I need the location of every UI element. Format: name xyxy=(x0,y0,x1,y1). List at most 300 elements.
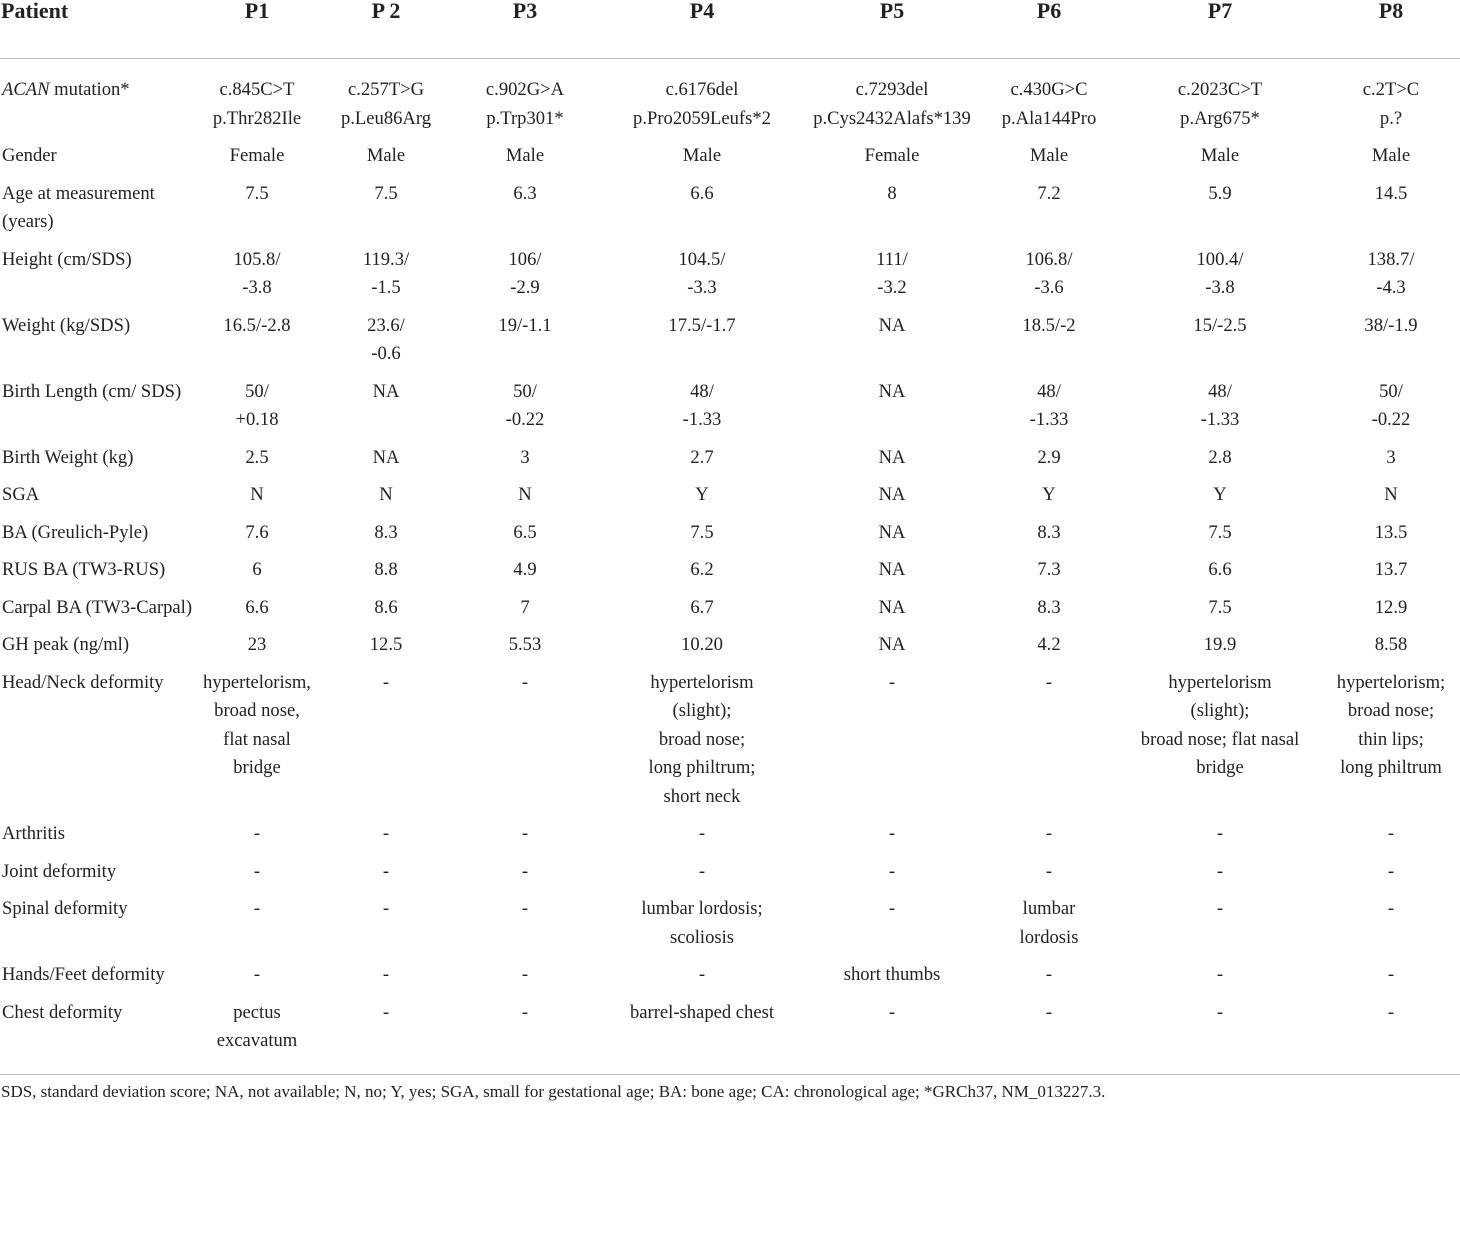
cell-line: broad nose; flat nasal xyxy=(1140,728,1300,750)
table-cell-p6 xyxy=(980,854,1118,892)
header-cell-p3: P3 xyxy=(450,0,600,59)
cell-line: p.? xyxy=(1379,107,1403,129)
cell-line: 8.3 xyxy=(1037,596,1061,618)
table-cell-p6 xyxy=(980,242,1118,308)
table-row xyxy=(0,854,1460,892)
cell-line: 7.2 xyxy=(1037,182,1061,204)
row-label-text: Age at measurement (years) xyxy=(2,182,155,232)
table-cell-p1 xyxy=(192,627,322,665)
table-row xyxy=(0,374,1460,440)
table-cell-p4 xyxy=(600,515,804,553)
table-cell-p4 xyxy=(600,138,804,176)
table-row xyxy=(0,627,1460,665)
table-cell-p3 xyxy=(450,138,600,176)
cell-line: - xyxy=(1387,1001,1395,1023)
row-label-text: Chest deformity xyxy=(2,1001,123,1023)
row-label xyxy=(0,590,192,628)
cell-line: -3.3 xyxy=(687,277,717,298)
cell-line: scoliosis xyxy=(669,926,735,948)
row-label-text: SGA xyxy=(2,484,40,505)
row-label xyxy=(0,515,192,553)
cell-line: 48/ xyxy=(1037,380,1061,402)
header-cell-p7: P7 xyxy=(1118,0,1322,59)
cell-line: 19/-1.1 xyxy=(498,314,552,336)
cell-line: 7.5 xyxy=(1208,521,1232,543)
table-cell-p5 xyxy=(804,854,980,892)
cell-line: NA xyxy=(878,380,906,402)
cell-line: NA xyxy=(878,596,906,618)
table-cell-p5 xyxy=(804,374,980,440)
cell-line: - xyxy=(521,898,529,919)
cell-line: - xyxy=(1387,860,1395,882)
cell-line: - xyxy=(382,671,390,693)
cell-line: hypertelorism xyxy=(1168,671,1272,693)
cell-line: bridge xyxy=(233,757,281,778)
table-cell-p6 xyxy=(980,477,1118,515)
table-cell-p2 xyxy=(322,590,450,628)
table-cell-p1 xyxy=(192,665,322,817)
cell-line: NA xyxy=(372,446,400,468)
cell-line: 3 xyxy=(1386,446,1396,468)
table-row xyxy=(0,477,1460,515)
row-label xyxy=(0,374,192,440)
table-cell-p5 xyxy=(804,891,980,957)
table-cell-p1 xyxy=(192,138,322,176)
table-cell-p1 xyxy=(192,590,322,628)
table-cell-p5 xyxy=(804,138,980,176)
cell-line: - xyxy=(1045,1001,1053,1023)
table-cell-p2 xyxy=(322,59,450,139)
cell-line: (slight); xyxy=(1190,700,1250,721)
cell-line: hypertelorism xyxy=(650,671,754,693)
cell-line: - xyxy=(1045,671,1053,693)
table-cell-p2 xyxy=(322,242,450,308)
table-cell-p8 xyxy=(1322,374,1460,440)
table-cell-p2 xyxy=(322,816,450,854)
table-cell-p6 xyxy=(980,665,1118,817)
cell-line: 7.6 xyxy=(245,521,269,543)
table-cell-p4 xyxy=(600,995,804,1075)
cell-line: Male xyxy=(1371,145,1411,166)
cell-line: 5.9 xyxy=(1208,182,1232,204)
row-label-text: Carpal BA (TW3-Carpal) xyxy=(2,596,193,618)
cell-line: c.2023C>T xyxy=(1177,79,1263,100)
table-cell-p4 xyxy=(600,374,804,440)
cell-line: - xyxy=(1387,823,1395,844)
cell-line: -1.33 xyxy=(1029,409,1069,430)
table-cell-p3 xyxy=(450,891,600,957)
cell-line: 138.7/ xyxy=(1367,248,1415,270)
table-row xyxy=(0,957,1460,995)
row-label xyxy=(0,138,192,176)
row-label-text: Birth Weight (kg) xyxy=(2,446,134,468)
table-cell-p8 xyxy=(1322,308,1460,374)
table-row xyxy=(0,59,1460,139)
table-cell-p5 xyxy=(804,242,980,308)
cell-line: NA xyxy=(878,521,906,543)
table-row xyxy=(0,176,1460,242)
table-cell-p1 xyxy=(192,440,322,478)
row-label xyxy=(0,308,192,374)
table-cell-p5 xyxy=(804,59,980,139)
row-label-text: Arthritis xyxy=(2,823,66,844)
cell-line: 4.2 xyxy=(1037,634,1061,655)
header-cell-p2: P 2 xyxy=(322,0,450,59)
table-row xyxy=(0,515,1460,553)
table-row xyxy=(0,995,1460,1075)
table-cell-p4 xyxy=(600,59,804,139)
row-label-text: Weight (kg/SDS) xyxy=(2,314,131,336)
cell-line: Male xyxy=(682,145,722,166)
header-cell-p4: P4 xyxy=(600,0,804,59)
table-cell-p7 xyxy=(1118,308,1322,374)
table-cell-p3 xyxy=(450,477,600,515)
cell-line: p.Pro2059Leufs*2 xyxy=(633,107,771,129)
table-cell-p7 xyxy=(1118,891,1322,957)
table-cell-p4 xyxy=(600,891,804,957)
table-cell-p3 xyxy=(450,816,600,854)
table-cell-p7 xyxy=(1118,590,1322,628)
cell-line: 50/ xyxy=(245,380,269,402)
cell-line: -3.6 xyxy=(1034,277,1064,298)
table-cell-p4 xyxy=(600,665,804,817)
cell-line: p.Arg675* xyxy=(1180,107,1260,129)
cell-line: broad nose, xyxy=(214,700,300,721)
cell-line: - xyxy=(1216,823,1224,844)
table-cell-p1 xyxy=(192,515,322,553)
cell-line: hypertelorism; xyxy=(1336,671,1446,693)
cell-line: 14.5 xyxy=(1374,182,1408,204)
cell-line: -4.3 xyxy=(1376,277,1406,298)
cell-line: lordosis xyxy=(1019,926,1079,948)
cell-line: 19.9 xyxy=(1203,634,1237,655)
table-cell-p3 xyxy=(450,308,600,374)
table-cell-p1 xyxy=(192,957,322,995)
table-cell-p3 xyxy=(450,957,600,995)
table-cell-p7 xyxy=(1118,515,1322,553)
table-cell-p3 xyxy=(450,552,600,590)
cell-line: c.430G>C xyxy=(1010,79,1088,100)
row-label-text: Height (cm/SDS) xyxy=(2,248,132,270)
table-cell-p8 xyxy=(1322,515,1460,553)
row-label-text: Joint deformity xyxy=(2,860,117,882)
table-cell-p2 xyxy=(322,957,450,995)
cell-line: - xyxy=(382,823,390,844)
table-cell-p2 xyxy=(322,552,450,590)
table-cell-p4 xyxy=(600,627,804,665)
cell-line: 119.3/ xyxy=(362,248,410,270)
table-cell-p6 xyxy=(980,816,1118,854)
table-cell-p1 xyxy=(192,891,322,957)
cell-line: 3 xyxy=(520,446,530,468)
cell-line: 6.5 xyxy=(513,521,537,543)
cell-line: c.902G>A xyxy=(485,79,565,100)
cell-line: lumbar lordosis; xyxy=(641,898,763,919)
cell-line: - xyxy=(698,964,706,985)
cell-line: (slight); xyxy=(672,700,732,721)
table-cell-p7 xyxy=(1118,242,1322,308)
table-cell-p8 xyxy=(1322,665,1460,817)
table-cell-p7 xyxy=(1118,59,1322,139)
cell-line: short neck xyxy=(663,785,741,807)
table-cell-p3 xyxy=(450,440,600,478)
cell-line: thin lips; xyxy=(1358,728,1424,750)
table-cell-p3 xyxy=(450,995,600,1075)
cell-line: - xyxy=(521,964,529,985)
table-cell-p7 xyxy=(1118,957,1322,995)
table-cell-p6 xyxy=(980,308,1118,374)
table-cell-p8 xyxy=(1322,242,1460,308)
cell-line: - xyxy=(382,964,390,985)
table-row xyxy=(0,665,1460,817)
table-cell-p3 xyxy=(450,374,600,440)
row-label-text: mutation* xyxy=(49,79,130,100)
table-cell-p8 xyxy=(1322,590,1460,628)
table-cell-p5 xyxy=(804,995,980,1075)
header-cell-p6: P6 xyxy=(980,0,1118,59)
table-cell-p3 xyxy=(450,242,600,308)
cell-line: Y xyxy=(695,484,709,505)
table-cell-p5 xyxy=(804,957,980,995)
cell-line: 8.3 xyxy=(1037,521,1061,543)
table-cell-p5 xyxy=(804,477,980,515)
cell-line: - xyxy=(521,671,529,693)
cell-line: -0.6 xyxy=(371,343,401,364)
row-label-text: RUS BA (TW3-RUS) xyxy=(2,559,166,580)
table-cell-p6 xyxy=(980,552,1118,590)
cell-line: 105.8/ xyxy=(233,248,281,270)
table-cell-p7 xyxy=(1118,440,1322,478)
cell-line: NA xyxy=(878,446,906,468)
table-cell-p2 xyxy=(322,665,450,817)
cell-line: +0.18 xyxy=(235,409,279,430)
cell-line: - xyxy=(253,964,261,985)
table-cell-p7 xyxy=(1118,374,1322,440)
table-cell-p4 xyxy=(600,957,804,995)
cell-line: 6.2 xyxy=(690,559,714,580)
cell-line: p.Cys2432Alafs*139 xyxy=(813,107,971,129)
table-cell-p7 xyxy=(1118,138,1322,176)
table-cell-p5 xyxy=(804,440,980,478)
table-cell-p2 xyxy=(322,440,450,478)
table-cell-p7 xyxy=(1118,665,1322,817)
cell-line: -2.9 xyxy=(510,277,540,298)
table-cell-p1 xyxy=(192,995,322,1075)
table-cell-p6 xyxy=(980,176,1118,242)
cell-line: NA xyxy=(878,634,906,655)
table-cell-p1 xyxy=(192,552,322,590)
cell-line: pectus xyxy=(233,1001,281,1023)
cell-line: Male xyxy=(366,145,406,166)
table-cell-p5 xyxy=(804,665,980,817)
table-cell-p6 xyxy=(980,59,1118,139)
cell-line: NA xyxy=(372,380,400,402)
cell-line: c.6176del xyxy=(665,79,739,100)
cell-line: 50/ xyxy=(1379,380,1403,402)
cell-line: - xyxy=(888,860,896,882)
row-label xyxy=(0,59,192,139)
cell-line: - xyxy=(1216,898,1224,919)
cell-line: -1.33 xyxy=(682,409,722,430)
header-row xyxy=(0,0,1460,59)
table-cell-p4 xyxy=(600,308,804,374)
table-cell-p6 xyxy=(980,891,1118,957)
cell-line: lumbar xyxy=(1022,898,1076,919)
table-cell-p6 xyxy=(980,995,1118,1075)
cell-line: - xyxy=(1216,860,1224,882)
table-cell-p1 xyxy=(192,816,322,854)
table-row xyxy=(0,590,1460,628)
cell-line: 6.7 xyxy=(690,596,714,618)
table-cell-p2 xyxy=(322,138,450,176)
table-cell-p2 xyxy=(322,477,450,515)
cell-line: p.Thr282Ile xyxy=(212,107,302,129)
cell-line: NA xyxy=(878,484,906,505)
table-cell-p2 xyxy=(322,176,450,242)
cell-line: short thumbs xyxy=(843,964,941,985)
cell-line: 17.5/-1.7 xyxy=(668,314,736,336)
table-cell-p8 xyxy=(1322,477,1460,515)
row-label xyxy=(0,995,192,1075)
table-cell-p7 xyxy=(1118,816,1322,854)
table-cell-p8 xyxy=(1322,995,1460,1075)
cell-line: excavatum xyxy=(216,1030,298,1051)
cell-line: broad nose; xyxy=(658,728,746,750)
table-cell-p7 xyxy=(1118,854,1322,892)
cell-line: 8.8 xyxy=(374,559,398,580)
table-cell-p8 xyxy=(1322,816,1460,854)
cell-line: N xyxy=(1384,484,1398,505)
cell-line: long philtrum; xyxy=(648,757,756,778)
row-label-text: GH peak (ng/ml) xyxy=(2,634,130,655)
cell-line: 15/-2.5 xyxy=(1193,314,1247,336)
table-body xyxy=(0,59,1460,1075)
table-row xyxy=(0,440,1460,478)
cell-line: c.257T>G xyxy=(347,79,425,100)
table-cell-p5 xyxy=(804,627,980,665)
cell-line: - xyxy=(382,898,390,919)
row-label-text: Hands/Feet deformity xyxy=(2,964,165,985)
table-cell-p8 xyxy=(1322,957,1460,995)
table-cell-p3 xyxy=(450,59,600,139)
cell-line: 6.6 xyxy=(245,596,269,618)
cell-line: -3.2 xyxy=(877,277,907,298)
table-cell-p4 xyxy=(600,590,804,628)
table-cell-p6 xyxy=(980,374,1118,440)
cell-line: - xyxy=(698,860,706,882)
table-cell-p2 xyxy=(322,374,450,440)
cell-line: 2.7 xyxy=(690,446,714,468)
cell-line: 8 xyxy=(887,182,897,204)
row-label-text: BA (Greulich-Pyle) xyxy=(2,521,149,543)
cell-line: NA xyxy=(878,314,906,336)
cell-line: 48/ xyxy=(1208,380,1232,402)
cell-line: Y xyxy=(1213,484,1227,505)
table-cell-p2 xyxy=(322,995,450,1075)
cell-line: 6.6 xyxy=(690,182,714,204)
table-cell-p1 xyxy=(192,477,322,515)
cell-line: 106/ xyxy=(508,248,542,270)
table-row xyxy=(0,816,1460,854)
cell-line: 7.5 xyxy=(690,521,714,543)
table-cell-p6 xyxy=(980,957,1118,995)
table-header xyxy=(0,0,1460,59)
cell-line: -1.33 xyxy=(1200,409,1240,430)
cell-line: 13.7 xyxy=(1374,559,1408,580)
cell-line: p.Leu86Arg xyxy=(340,107,432,129)
cell-line: 5.53 xyxy=(508,634,542,655)
row-label xyxy=(0,665,192,817)
cell-line: -0.22 xyxy=(1371,409,1411,430)
row-label xyxy=(0,957,192,995)
cell-line: 2.9 xyxy=(1037,446,1061,468)
table-cell-p3 xyxy=(450,515,600,553)
table-cell-p3 xyxy=(450,590,600,628)
table-cell-p1 xyxy=(192,176,322,242)
table-cell-p8 xyxy=(1322,440,1460,478)
cell-line: - xyxy=(521,860,529,882)
header-cell-patient: Patient xyxy=(0,0,192,59)
cell-line: 104.5/ xyxy=(678,248,726,270)
row-label xyxy=(0,891,192,957)
cell-line: -1.5 xyxy=(371,277,401,298)
row-label xyxy=(0,477,192,515)
table-cell-p6 xyxy=(980,627,1118,665)
cell-line: 2.5 xyxy=(245,446,269,468)
cell-line: N xyxy=(250,484,264,505)
cell-line: 6 xyxy=(252,559,262,580)
table-cell-p8 xyxy=(1322,891,1460,957)
cell-line: Male xyxy=(1200,145,1240,166)
table-cell-p6 xyxy=(980,440,1118,478)
cell-line: hypertelorism, xyxy=(203,671,311,693)
table-cell-p3 xyxy=(450,627,600,665)
row-label xyxy=(0,854,192,892)
cell-line: Male xyxy=(505,145,545,166)
cell-line: 38/-1.9 xyxy=(1364,314,1418,336)
cell-line: 111/ xyxy=(876,248,908,270)
cell-line: -0.22 xyxy=(505,409,545,430)
cell-line: - xyxy=(1387,964,1395,985)
cell-line: 4.9 xyxy=(513,559,537,580)
cell-line: 12.5 xyxy=(369,634,403,655)
cell-line: - xyxy=(888,1001,896,1023)
table-footnote: SDS, standard deviation score; NA, not available; N, no; Y, yes; SGA, small for gestational age; BA: bone age; CA: chronological age; *GRCh37, NM_013227.3. xyxy=(1,1081,1106,1101)
cell-line: Y xyxy=(1042,484,1056,505)
cell-line: - xyxy=(1045,860,1053,882)
table-cell-p4 xyxy=(600,552,804,590)
table-cell-p8 xyxy=(1322,176,1460,242)
row-label xyxy=(0,552,192,590)
table-cell-p1 xyxy=(192,59,322,139)
cell-line: - xyxy=(253,898,261,919)
cell-line: 6.3 xyxy=(513,182,537,204)
row-label xyxy=(0,242,192,308)
cell-line: 7.3 xyxy=(1037,559,1061,580)
table-cell-p8 xyxy=(1322,552,1460,590)
cell-line: - xyxy=(253,823,261,844)
table-cell-p6 xyxy=(980,515,1118,553)
table-cell-p6 xyxy=(980,138,1118,176)
table-cell-p4 xyxy=(600,176,804,242)
table-cell-p7 xyxy=(1118,995,1322,1075)
cell-line: broad nose; xyxy=(1347,700,1435,721)
cell-line: N xyxy=(379,484,393,505)
cell-line: c.2T>C xyxy=(1362,79,1420,100)
table-cell-p2 xyxy=(322,308,450,374)
cell-line: 106.8/ xyxy=(1025,248,1073,270)
cell-line: Male xyxy=(1029,145,1069,166)
